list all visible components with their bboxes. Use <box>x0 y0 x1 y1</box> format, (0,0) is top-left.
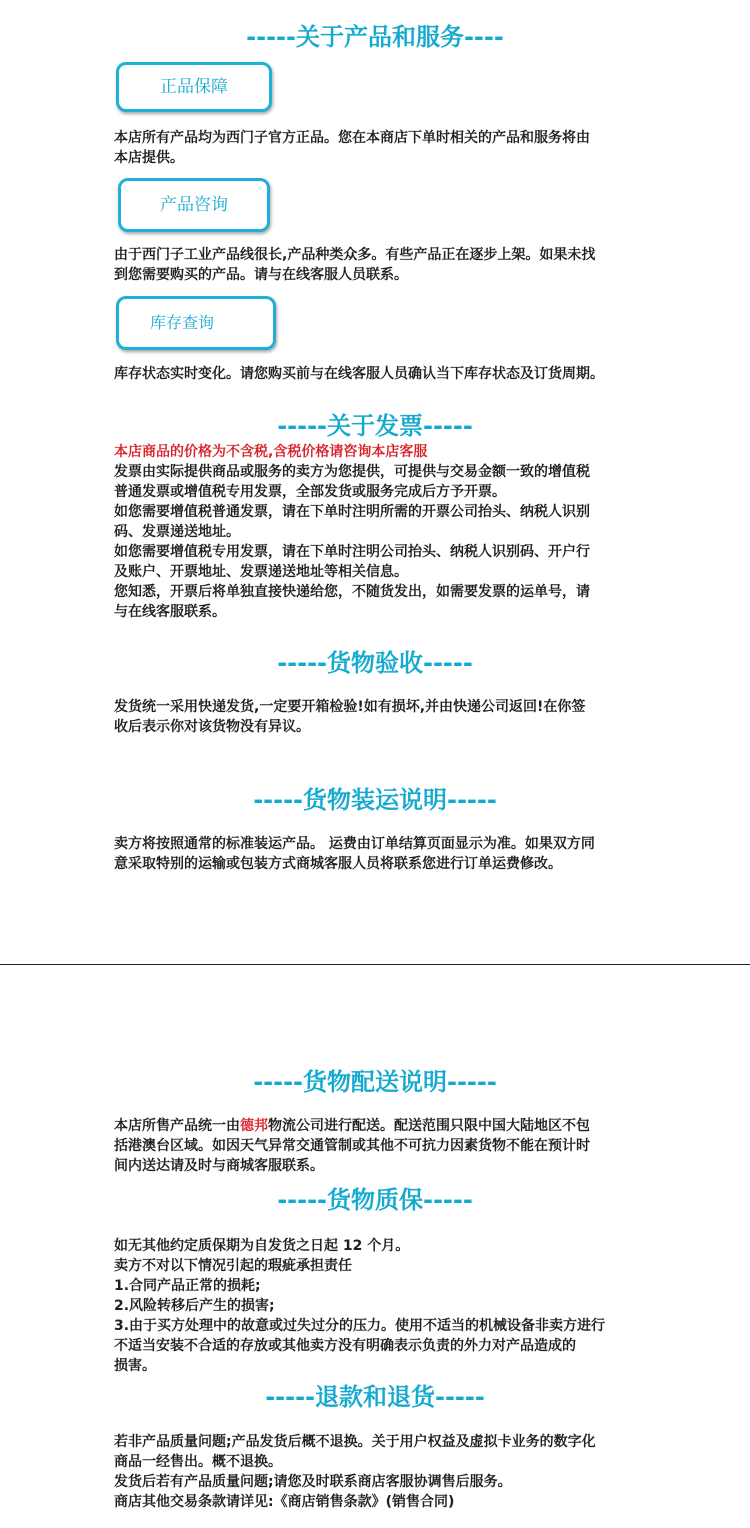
text-line: 间内送达请及时与商城客服联系。 <box>114 1158 324 1174</box>
paragraph-delivery <box>114 1116 639 1176</box>
tag-product-consult: 产品咨询 <box>118 178 270 232</box>
heading-warranty: -----货物质保----- <box>277 1186 473 1214</box>
text-line: 括港澳台区域。如因天气异常交通管制或其他不可抗力因素货物不能在预计时 <box>114 1138 590 1154</box>
text-line: 损害。 <box>114 1358 156 1374</box>
text-line: 您知悉，开票后将单独直接快递给您，不随货发出，如需要发票的运单号，请 <box>114 584 590 600</box>
paragraph-refund <box>114 1432 639 1512</box>
paragraph-warranty <box>114 1236 639 1376</box>
text-line: 如您需要增值税专用发票，请在下单时注明公司抬头、纳税人识别码、开户行 <box>114 544 590 560</box>
text-line: 2.风险转移后产生的损害; <box>114 1298 275 1314</box>
text-line: 收后表示你对该货物没有异议。 <box>114 719 310 735</box>
text-line: 本店所有产品均为西门子官方正品。您在本商店下单时相关的产品和服务将由 <box>114 130 590 146</box>
text-line: 由于西门子工业产品线很长,产品种类众多。有些产品正在逐步上架。如果未找 <box>114 247 596 263</box>
heading-refund: -----退款和退货----- <box>265 1383 485 1411</box>
tag-stock-query: 库存查询 <box>116 296 276 350</box>
heading-invoice: -----关于发票----- <box>277 412 473 440</box>
text-line: 到您需要购买的产品。请与在线客服人员联系。 <box>114 267 408 283</box>
heading-inspection: -----货物验收----- <box>277 649 473 677</box>
text-line: 发票由实际提供商品或服务的卖方为您提供，可提供与交易金额一致的增值税 <box>114 464 590 480</box>
text-line: 普通发票或增值税专用发票，全部发货或服务完成后方予开票。 <box>114 484 506 500</box>
invoice-price-notice: 本店商品的价格为不含税,含税价格请咨询本店客服 <box>114 444 428 460</box>
heading-about-products: -----关于产品和服务---- <box>246 23 504 51</box>
paragraph-inspection <box>114 697 639 737</box>
text-line: 码、发票递送地址。 <box>114 524 240 540</box>
paragraph-shipping <box>114 834 639 874</box>
tag-genuine-guarantee: 正品保障 <box>116 62 272 112</box>
text-line: 若非产品质量问题;产品发货后概不退换。关于用户权益及虚拟卡业务的数字化 <box>114 1434 596 1450</box>
section-divider <box>0 964 750 965</box>
text-line: 发货统一采用快递发货,一定要开箱检验!如有损坏,并由快递公司返回!在你签 <box>114 699 586 715</box>
text-line: 发货后若有产品质量问题;请您及时联系商店客服协调售后服务。 <box>114 1474 512 1490</box>
text-line: 意采取特别的运输或包装方式商城客服人员将联系您进行订单运费修改。 <box>114 856 562 872</box>
text-line: 如您需要增值税普通发票，请在下单时注明所需的开票公司抬头、纳税人识别 <box>114 504 590 520</box>
text-span: 物流公司进行配送。配送范围只限中国大陆地区不包 <box>268 1118 590 1134</box>
text-line: 库存状态实时变化。请您购买前与在线客服人员确认当下库存状态及订货周期。 <box>114 366 604 382</box>
paragraph-consult <box>114 245 639 285</box>
text-line <box>114 1116 639 1136</box>
text-line: 商店其他交易条款请详见:《商店销售条款》(销售合同) <box>114 1494 455 1510</box>
text-line: 卖方不对以下情况引起的瑕疵承担责任 <box>114 1258 352 1274</box>
text-line: 不适当安装不合适的存放或其他卖方没有明确表示负责的外力对产品造成的 <box>114 1338 576 1354</box>
paragraph-invoice <box>114 442 639 622</box>
text-line: 卖方将按照通常的标准装运产品。 运费由订单结算页面显示为准。如果双方同 <box>114 836 595 852</box>
text-line: 商品一经售出。概不退换。 <box>114 1454 282 1470</box>
carrier-name: 德邦 <box>240 1118 268 1134</box>
heading-delivery: -----货物配送说明----- <box>253 1068 497 1096</box>
text-line: 与在线客服联系。 <box>114 604 226 620</box>
text-line: 及账户、开票地址、发票递送地址等相关信息。 <box>114 564 408 580</box>
text-line: 如无其他约定质保期为自发货之日起 12 个月。 <box>114 1238 410 1254</box>
paragraph-genuine <box>114 128 639 168</box>
text-span: 本店所售产品统一由 <box>114 1118 240 1134</box>
paragraph-stock <box>114 364 639 384</box>
text-line: 1.合同产品正常的损耗; <box>114 1278 261 1294</box>
heading-shipping: -----货物装运说明----- <box>253 786 497 814</box>
text-line: 本店提供。 <box>114 150 184 166</box>
text-line: 3.由于买方处理中的故意或过失过分的压力。使用不适当的机械设备非卖方进行 <box>114 1318 606 1334</box>
